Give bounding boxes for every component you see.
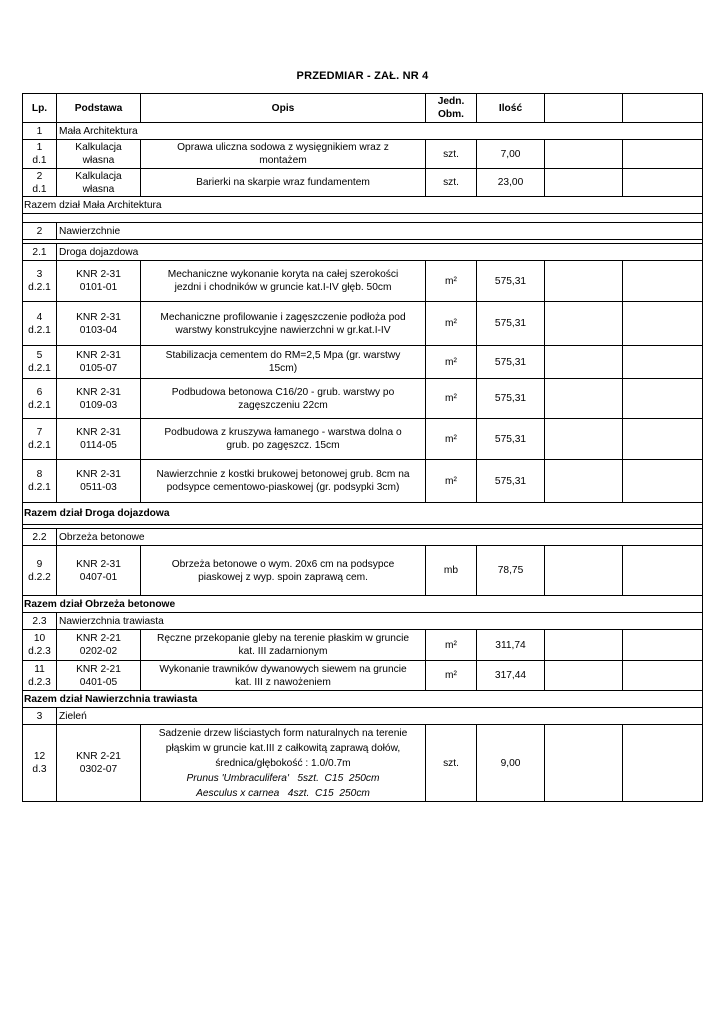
- section-total-label: Razem dział Droga dojazdowa: [23, 503, 703, 525]
- section-spacer-row: [23, 214, 703, 223]
- item-empty-2: [623, 460, 703, 503]
- item-empty-2: [623, 261, 703, 302]
- item-podstawa: KNR 2-31 0109-03: [57, 379, 141, 419]
- item-podstawa: KNR 2-21 0302-07: [57, 725, 141, 802]
- item-lp: 7 d.2.1: [23, 419, 57, 460]
- document-title: PRZEDMIAR - ZAŁ. NR 4: [296, 70, 429, 82]
- header-empty-2: [623, 94, 703, 123]
- item-jedn: m²: [426, 261, 477, 302]
- item-lp: 12 d.3: [23, 725, 57, 802]
- item-opis: Nawierzchnie z kostki brukowej betonowej grub. 8cm na podsypce cementowo-piaskowej (gr. podsypki 3cm): [141, 460, 426, 503]
- item-opis: Mechaniczne wykonanie koryta na całej szerokości jezdni i chodników w gruncie kat.I-IV głęb. 50cm: [141, 261, 426, 302]
- item-ilosc: 9,00: [477, 725, 545, 802]
- item-ilosc: 311,74: [477, 630, 545, 661]
- item-jedn: m²: [426, 302, 477, 346]
- item-lp: 9 d.2.2: [23, 546, 57, 596]
- section-name: Zieleń: [57, 708, 703, 725]
- item-empty-2: [623, 419, 703, 460]
- item-opis: Oprawa uliczna sodowa z wysięgnikiem wraz z montażem: [141, 140, 426, 169]
- item-jedn: m²: [426, 379, 477, 419]
- item-opis: Podbudowa betonowa C16/20 - grub. warstwy po zagęszczeniu 22cm: [141, 379, 426, 419]
- header-jedn: [426, 94, 477, 123]
- item-ilosc: 7,00: [477, 140, 545, 169]
- item-ilosc: 78,75: [477, 546, 545, 596]
- table-row: [23, 460, 703, 503]
- section-total-row: [23, 691, 703, 708]
- table-row: [23, 379, 703, 419]
- item-empty-2: [623, 661, 703, 691]
- section-row: [23, 708, 703, 725]
- section-total-row: [23, 197, 703, 214]
- section-number: 2: [23, 223, 57, 240]
- item-ilosc: 575,31: [477, 419, 545, 460]
- item-opis: Mechaniczne profilowanie i zagęszczenie podłoża pod warstwy konstrukcyjne nawierzchni w gr.kat.I-IV: [141, 302, 426, 346]
- item-opis: Podbudowa z kruszywa łamanego - warstwa dolna o grub. po zagęszcz. 15cm: [141, 419, 426, 460]
- item-podstawa: KNR 2-31 0407-01: [57, 546, 141, 596]
- header-jedn-line1: Jedn.: [437, 96, 465, 107]
- table-row: [23, 302, 703, 346]
- section-number: 2.1: [23, 244, 57, 261]
- table-row: [23, 546, 703, 596]
- header-jedn-line2: Obm.: [437, 109, 465, 120]
- item-empty-1: [545, 169, 623, 197]
- item-jedn: m²: [426, 346, 477, 379]
- section-total-label: Razem dział Nawierzchnia trawiasta: [23, 691, 703, 708]
- item-empty-2: [623, 546, 703, 596]
- section-row: [23, 223, 703, 240]
- section-name: Obrzeża betonowe: [57, 529, 703, 546]
- item-lp: 8 d.2.1: [23, 460, 57, 503]
- section-row: [23, 529, 703, 546]
- item-empty-1: [545, 419, 623, 460]
- item-jedn: mb: [426, 546, 477, 596]
- section-name: Nawierzchnia trawiasta: [57, 613, 703, 630]
- header-empty-1: [545, 94, 623, 123]
- item-podstawa: KNR 2-31 0101-01: [57, 261, 141, 302]
- item-empty-1: [545, 302, 623, 346]
- item-empty-2: [623, 630, 703, 661]
- table-row: [23, 261, 703, 302]
- item-opis: Ręczne przekopanie gleby na terenie płaskim w gruncie kat. III zadarnionym: [141, 630, 426, 661]
- section-number: 3: [23, 708, 57, 725]
- item-empty-2: [623, 140, 703, 169]
- item-empty-1: [545, 630, 623, 661]
- item-jedn: m²: [426, 630, 477, 661]
- plant-line-aesculus: Aesculus x carnea 4szt. C15 250cm: [196, 787, 370, 799]
- section-total-row: [23, 503, 703, 525]
- item-empty-2: [623, 169, 703, 197]
- section-number: 2.3: [23, 613, 57, 630]
- plant-line-prunus: Prunus 'Umbraculifera' 5szt. C15 250cm: [186, 772, 380, 784]
- item-empty-1: [545, 546, 623, 596]
- header-podstawa: Podstawa: [57, 94, 141, 123]
- item-empty-2: [623, 379, 703, 419]
- item-empty-1: [545, 346, 623, 379]
- item-lp: 4 d.2.1: [23, 302, 57, 346]
- table-row: [23, 419, 703, 460]
- item-lp: 5 d.2.1: [23, 346, 57, 379]
- item-ilosc: 23,00: [477, 169, 545, 197]
- item-empty-1: [545, 140, 623, 169]
- item-ilosc: 575,31: [477, 379, 545, 419]
- item-podstawa: KNR 2-31 0103-04: [57, 302, 141, 346]
- item-lp: 2 d.1: [23, 169, 57, 197]
- item-jedn: szt.: [426, 140, 477, 169]
- section-total-label: Razem dział Mała Architektura: [23, 197, 703, 214]
- item-podstawa: Kalkulacja własna: [57, 140, 141, 169]
- header-lp: Lp.: [23, 94, 57, 123]
- section-row: [23, 613, 703, 630]
- item-empty-1: [545, 460, 623, 503]
- item-ilosc: 317,44: [477, 661, 545, 691]
- item-ilosc: 575,31: [477, 261, 545, 302]
- item-lp: 11 d.2.3: [23, 661, 57, 691]
- item-opis: Barierki na skarpie wraz fundamentem: [141, 169, 426, 197]
- table-row: [23, 725, 703, 802]
- item-podstawa: KNR 2-31 0511-03: [57, 460, 141, 503]
- item-opis: Sadzenie drzew liściastych form naturalnych na terenie płąskim w gruncie kat.III z całkowitą zaprawą dołów, średnica/głębokość : 1.0/0.7m Prunus 'Umbraculifera' 5szt. C15 250cm Aesculus x carnea 4szt. C15 250cm: [141, 725, 426, 802]
- table-row: [23, 140, 703, 169]
- item-podstawa: KNR 2-21 0401-05: [57, 661, 141, 691]
- item-lp: 10 d.2.3: [23, 630, 57, 661]
- item-ilosc: 575,31: [477, 460, 545, 503]
- section-name: Droga dojazdowa: [57, 244, 703, 261]
- section-number: 2.2: [23, 529, 57, 546]
- bill-of-quantities-table: [22, 93, 703, 802]
- item-podstawa: Kalkulacja własna: [57, 169, 141, 197]
- item-podstawa: KNR 2-31 0114-05: [57, 419, 141, 460]
- item-empty-1: [545, 379, 623, 419]
- item-opis: Obrzeża betonowe o wym. 20x6 cm na podsypce piaskowej z wyp. spoin zaprawą cem.: [141, 546, 426, 596]
- table-row: [23, 630, 703, 661]
- section-name: Nawierzchnie: [57, 223, 703, 240]
- item-ilosc: 575,31: [477, 302, 545, 346]
- table-row: [23, 346, 703, 379]
- section-name: Mała Architektura: [57, 123, 703, 140]
- item-jedn: m²: [426, 460, 477, 503]
- item-jedn: m²: [426, 661, 477, 691]
- item-lp: 3 d.2.1: [23, 261, 57, 302]
- item-jedn: szt.: [426, 169, 477, 197]
- section-number: 1: [23, 123, 57, 140]
- item-empty-1: [545, 261, 623, 302]
- header-opis: Opis: [141, 94, 426, 123]
- section-row: [23, 244, 703, 261]
- item-lp: 6 d.2.1: [23, 379, 57, 419]
- header-ilosc: Ilość: [477, 94, 545, 123]
- table-header-row: [23, 94, 703, 123]
- section-spacer: [23, 214, 703, 223]
- item-podstawa: KNR 2-21 0202-02: [57, 630, 141, 661]
- item-empty-2: [623, 725, 703, 802]
- item-jedn: m²: [426, 419, 477, 460]
- item-empty-1: [545, 661, 623, 691]
- item-empty-1: [545, 725, 623, 802]
- item-jedn: szt.: [426, 725, 477, 802]
- item-opis: Stabilizacja cementem do RM=2,5 Mpa (gr. warstwy 15cm): [141, 346, 426, 379]
- section-total-label: Razem dział Obrzeża betonowe: [23, 596, 703, 613]
- section-row: [23, 123, 703, 140]
- section-total-row: [23, 596, 703, 613]
- item-empty-2: [623, 346, 703, 379]
- table-row: [23, 169, 703, 197]
- item-podstawa: KNR 2-31 0105-07: [57, 346, 141, 379]
- item-lp: 1 d.1: [23, 140, 57, 169]
- item-empty-2: [623, 302, 703, 346]
- item-opis: Wykonanie trawników dywanowych siewem na gruncie kat. III z nawożeniem: [141, 661, 426, 691]
- item-ilosc: 575,31: [477, 346, 545, 379]
- table-row: [23, 661, 703, 691]
